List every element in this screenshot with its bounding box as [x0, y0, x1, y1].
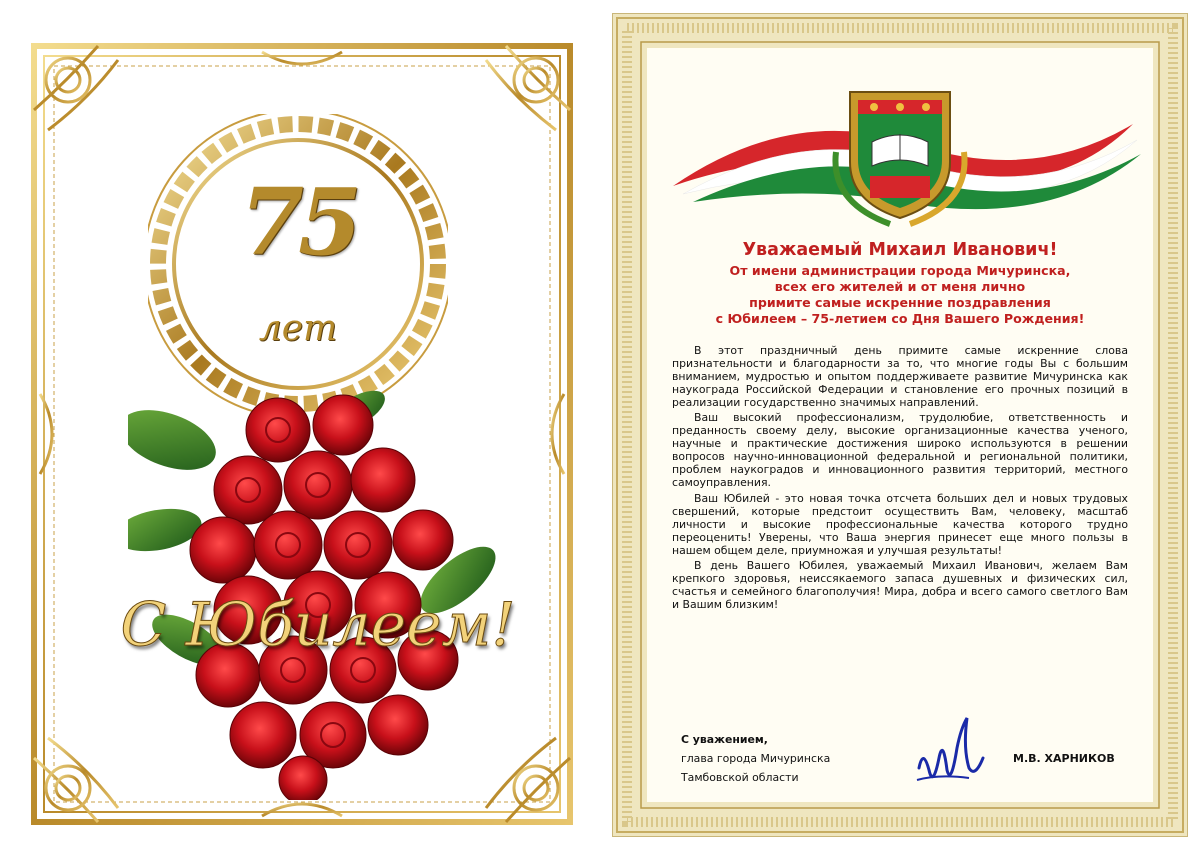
- greeting-line: всех его жителей и от меня лично: [774, 279, 1026, 294]
- years-word: лет: [258, 308, 338, 349]
- handwritten-signature: [909, 708, 989, 798]
- signature-block: [681, 730, 830, 787]
- congratulation-letter: [613, 14, 1187, 836]
- letter-paragraph: Ваш Юбилей - это новая точка отсчета больших дел и новых трудовых свершений, которые предстоит осуществить Вам, человеку, масштаб личности и высокие профессиональные качества которого трудно переоценить! Уверены, что Ваша энергия принесет еще много пользы в нашем общем деле, приумножая и улучшая результаты!: [672, 491, 1128, 557]
- signature-region: Тамбовской области: [681, 771, 799, 784]
- greeting-title: Уважаемый Михаил Иванович!: [742, 240, 1058, 260]
- signatory-name: М.В. ХАРНИКОВ: [1013, 752, 1115, 765]
- jubilee-card: [28, 40, 576, 828]
- greeting-line: От имени администрации города Мичуринска,: [729, 263, 1071, 278]
- greeting-line: с Юбилеем – 75-летием со Дня Вашего Рождения!: [715, 311, 1085, 326]
- letter-body: [672, 344, 1128, 613]
- signature-position: глава города Мичуринска: [681, 752, 831, 765]
- letter-paragraph: В день Вашего Юбилея, уважаемый Михаил Иванович, желаем Вам крепкого здоровья, неиссякаемого запаса душевных и физических сил, счастья и семейного благополучия! Мира, добра и всего самого светлого Вам и Вашим близким!: [672, 558, 1128, 611]
- signature-regards: С уважением,: [681, 733, 768, 746]
- letter-paragraph: Ваш высокий профессионализм, трудолюбие, ответственность и преданность своему делу, высокие организационные качества ученого, научные и практические достижения широко используются в решении вопросов научно-инновационной федеральной и региональной политики, проблем наукоградов и инновационного развития территорий, местного самоуправления.: [672, 411, 1128, 490]
- greeting-line: примите самые искренние поздравления: [749, 295, 1051, 310]
- coat-of-arms-emblem: [613, 14, 1187, 234]
- years-number: 75: [239, 168, 357, 276]
- letter-paragraph: В этот праздничный день примите самые искренние слова признательности и благодарности за то, что многие годы Вы с большим вниманием, мудростью и опытом поддерживаете развитие Мичуринска как наукограда Российской Федерации и становление его прочных позиций в реализации государственно значимых направлений.: [672, 344, 1128, 410]
- jubilee-headline: С Юбилеем!: [120, 590, 516, 660]
